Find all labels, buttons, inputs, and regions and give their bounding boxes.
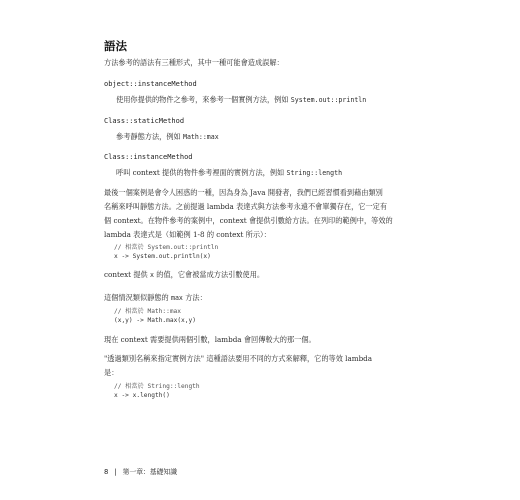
para-text: context 提供 (104, 270, 151, 279)
context-x-paragraph (104, 268, 416, 283)
code-comment: // 相當於 String::length (114, 383, 200, 390)
form-description-object-instance (116, 93, 428, 108)
string-syntax-line-1: "透過類別名稱來指定實例方法" 這種語法要用不同的方式來解釋，它的等效 lambda (104, 354, 373, 363)
confusing-case-line-3: 個 context。在物件參考的案例中，context 會提供引數給方法。在列印的範例中，等效的 (104, 216, 393, 225)
confusing-case-line-1: 最後一個案例是會令人困惑的一種，因為身為 Java 開發者，我們已經習慣看到藉由類別 (104, 188, 383, 197)
inline-code: max (170, 294, 183, 302)
string-syntax-line-2: 是： (104, 368, 119, 377)
inline-code: x (150, 271, 154, 279)
code-comment: // 相當於 System.out::println (114, 244, 219, 251)
para-text: 的值，它會被當成方法引數使用。 (154, 270, 265, 279)
form-description-class-static (116, 130, 428, 145)
code-line: (x,y) -> Math.max(x,y) (114, 316, 196, 324)
desc-code: System.out::println (290, 96, 367, 104)
desc-code: Math::max (182, 133, 219, 141)
form-signature-object-instance: object::instanceMethod (104, 80, 197, 88)
footer-separator: | (114, 468, 117, 476)
intro-paragraph: 方法參考的語法有三種形式，其中一種可能會造成誤解： (104, 58, 284, 67)
desc-text: 參考靜態方法，例如 (116, 132, 183, 141)
section-heading: 語法 (104, 39, 127, 53)
two-args-paragraph: 現在 context 需要提供兩個引數，lambda 會回傳較大的那一個。 (104, 335, 316, 344)
page-number: 8 (104, 468, 109, 476)
desc-text: 使用你提供的物件之參考，來參考一個實例方法，例如 (116, 95, 291, 104)
page-footer (104, 466, 177, 476)
code-comment: // 相當於 Math::max (114, 308, 181, 315)
code-block-length (114, 383, 200, 400)
para-text: 這個情況類似靜態的 (104, 293, 171, 302)
para-text: 方法： (182, 293, 207, 302)
code-line: x -> x.length() (114, 391, 170, 399)
desc-code: String::length (286, 169, 343, 177)
code-block-max (114, 308, 196, 325)
form-description-class-instance (116, 166, 428, 181)
form-signature-class-static: Class::staticMethod (104, 117, 185, 125)
max-paragraph (104, 291, 416, 306)
form-signature-class-instance: Class::instanceMethod (104, 153, 193, 161)
confusing-case-line-4: lambda 表達式是（如範例 1-8 的 context 所示）： (104, 230, 271, 239)
code-line: x -> System.out.println(x) (114, 252, 211, 260)
confusing-case-line-2: 名稱來呼叫靜態方法。之前提過 lambda 表達式與方法參考永遠不會單獨存在，它一定有 (104, 202, 388, 211)
desc-text: 呼叫 context 提供的物件參考裡面的實例方法，例如 (116, 168, 287, 177)
chapter-title: 第一章：基礎知識 (122, 468, 177, 476)
code-block-println (114, 244, 218, 261)
